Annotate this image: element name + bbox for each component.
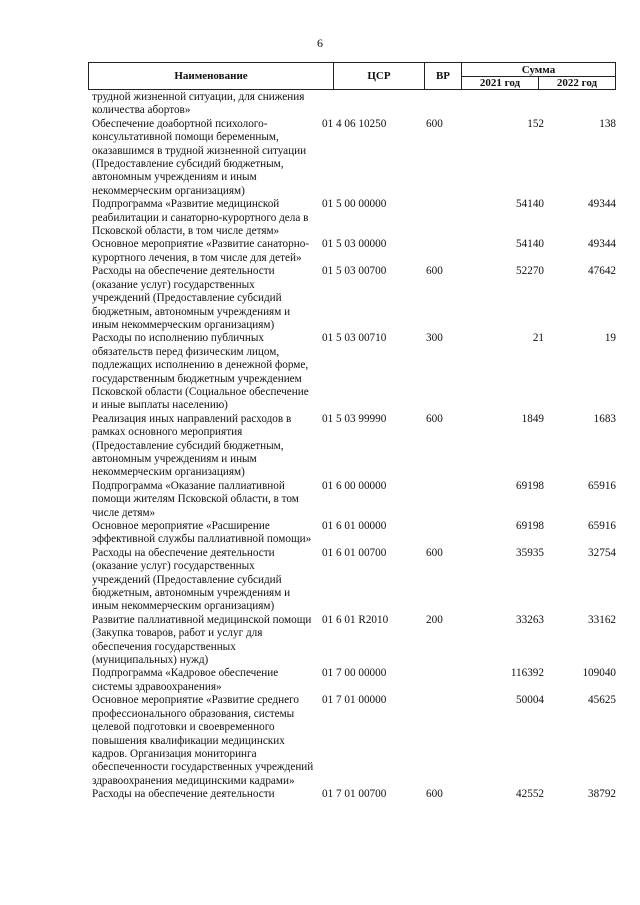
- row-vr: 600: [426, 788, 443, 801]
- row-sum-2022: 38792: [588, 788, 616, 801]
- row-sum-2022: 49344: [588, 238, 616, 251]
- row-csr: 01 5 03 00700: [322, 265, 387, 278]
- table-row: [92, 547, 616, 614]
- row-csr: [322, 91, 426, 118]
- row-vr: 300: [426, 332, 443, 345]
- row-sum-2021: 35935: [516, 546, 544, 559]
- table-row: [92, 91, 616, 118]
- row-csr: 01 4 06 10250: [322, 117, 387, 130]
- table-row: [92, 667, 616, 694]
- row-sum-2021: [466, 91, 544, 118]
- row-name: Подпрограмма «Оказание паллиативной помощи жителям Псковской области, в том числе детям»: [92, 479, 299, 519]
- row-vr: 600: [426, 265, 443, 278]
- row-sum-2022: 49344: [588, 198, 616, 211]
- row-vr: [426, 91, 466, 118]
- row-sum-2021: 50004: [516, 694, 544, 707]
- row-name: Развитие паллиативной медицинской помощи (Закупка товаров, работ и услуг для обеспечения государственных (муниципальных) нужд): [92, 613, 312, 667]
- row-sum-2021: 1849: [521, 412, 544, 425]
- table-row: [92, 480, 616, 520]
- row-csr: 01 5 00 00000: [322, 198, 387, 211]
- row-vr: [426, 238, 466, 265]
- row-name: Обеспечение доабортной психолого-консультативной помощи беременным, оказавшимся в трудной жизненной ситуации (Предоставление субсидий бюджетным, автономным учреждениям и иным некоммерческим организациям): [92, 117, 307, 197]
- row-sum-2021: 54140: [516, 238, 544, 251]
- row-sum-2022: 45625: [588, 694, 616, 707]
- header-csr: ЦСР: [333, 62, 425, 90]
- row-name: Основное мероприятие «Развитие санаторно-курортного лечения, в том числе для детей»: [92, 238, 310, 264]
- row-csr: 01 7 00 00000: [322, 667, 387, 680]
- row-vr: [426, 694, 466, 788]
- row-name: Основное мероприятие «Расширение эффективной службы паллиативной помощи»: [92, 520, 312, 546]
- page-number: 6: [317, 36, 323, 50]
- row-csr: 01 7 01 00700: [322, 788, 387, 801]
- row-name: Подпрограмма «Развитие медицинской реабилитации и санаторно-курортного дела в Псковской области, в том числе детям»: [92, 198, 309, 238]
- row-sum-2022: 32754: [588, 546, 616, 559]
- row-vr: 200: [426, 613, 443, 626]
- table-row: [92, 413, 616, 480]
- table-header: [88, 62, 616, 90]
- row-csr: 01 5 03 00710: [322, 332, 387, 345]
- row-name: Расходы на обеспечение деятельности (оказание услуг) государственных учреждений (Предоставление субсидий бюджетным, автономным учреждениям и иным некоммерческим организациям): [92, 546, 291, 613]
- row-csr: 01 6 01 00700: [322, 546, 387, 559]
- row-sum-2022: 1683: [593, 412, 616, 425]
- table-row: [92, 614, 616, 668]
- header-year-2022: 2022 год: [538, 76, 616, 90]
- row-name: Подпрограмма «Кадровое обеспечение системы здравоохранения»: [92, 667, 279, 693]
- row-vr: [426, 480, 466, 520]
- table-row: [92, 694, 616, 788]
- row-name: Реализация иных направлений расходов в рамках основного мероприятия (Предоставление субсидий бюджетным, автономным учреждениям и иным некоммерческим организациям): [92, 412, 292, 479]
- table-row: [92, 198, 616, 238]
- row-sum-2021: 116392: [510, 667, 544, 680]
- table-row: [92, 118, 616, 198]
- row-sum-2022: 19: [604, 332, 616, 345]
- row-name: Расходы на обеспечение деятельности (оказание услуг) государственных учреждений (Предоставление субсидий бюджетным, автономным учреждениям и иным некоммерческим организациям): [92, 265, 291, 331]
- row-sum-2021: 52270: [516, 265, 544, 278]
- row-name: Основное мероприятие «Развитие среднего профессионального образования, системы целевой подготовки и своевременного повышения квалификации медицинских кадров. Организация мониторинга обеспеченности государственных учреждений здравоохранения медицинскими кадрами»: [92, 694, 314, 787]
- row-csr: 01 6 01 R2010: [322, 613, 389, 626]
- table-row: [92, 520, 616, 547]
- row-sum-2022: 65916: [588, 520, 616, 532]
- row-name: трудной жизненной ситуации, для снижения количества абортов»: [92, 91, 305, 117]
- row-vr: [426, 198, 466, 238]
- row-csr: 01 6 00 00000: [322, 479, 387, 492]
- row-sum-2021: 152: [527, 117, 544, 130]
- row-sum-2022: 65916: [588, 479, 616, 492]
- table-row: [92, 265, 616, 332]
- table-body: [92, 91, 616, 802]
- row-csr: 01 5 03 00000: [322, 238, 387, 251]
- table-row: [92, 332, 616, 412]
- row-name: Расходы по исполнению публичных обязательств перед физическим лицом, подлежащих исполнению в денежной форме, государственным бюджетным учреждением Псковской области (Социальное обеспечение и иные выплаты населению): [92, 332, 309, 412]
- row-sum-2021: 42552: [516, 788, 544, 801]
- table-row: [92, 788, 616, 801]
- row-sum-2021: 54140: [516, 198, 544, 211]
- row-sum-2022: 138: [599, 117, 616, 130]
- row-sum-2021: 69198: [516, 520, 544, 532]
- row-sum-2022: 33162: [588, 613, 616, 626]
- header-name: Наименование: [88, 62, 334, 90]
- row-vr: 600: [426, 412, 443, 425]
- row-sum-2022: [544, 91, 616, 118]
- row-sum-2022: 109040: [582, 667, 616, 680]
- table-row: [92, 238, 616, 265]
- row-sum-2021: 33263: [516, 613, 544, 626]
- row-sum-2021: 21: [532, 332, 544, 345]
- header-sum: Сумма: [461, 62, 616, 77]
- header-vr: ВР: [424, 62, 462, 90]
- row-vr: [426, 520, 466, 547]
- row-csr: 01 5 03 99990: [322, 412, 387, 425]
- row-vr: [426, 667, 466, 694]
- row-sum-2021: 69198: [516, 479, 544, 492]
- header-year-2021: 2021 год: [461, 76, 539, 90]
- row-csr: 01 7 01 00000: [322, 694, 387, 707]
- row-vr: 600: [426, 117, 443, 130]
- row-sum-2022: 47642: [588, 265, 616, 278]
- row-vr: 600: [426, 546, 443, 559]
- row-name: Расходы на обеспечение деятельности: [92, 788, 275, 801]
- row-csr: 01 6 01 00000: [322, 520, 387, 532]
